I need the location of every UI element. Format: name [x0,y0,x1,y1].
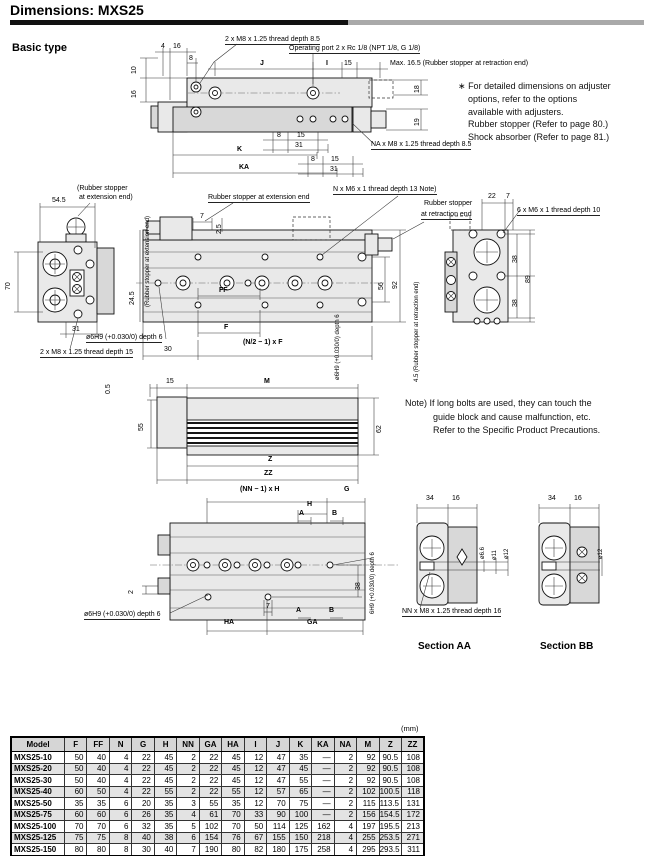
dim-label: 54.5 [52,197,66,204]
note-line: Note) If long bolts are used, they can touch the [405,398,592,408]
note-line: guide block and cause malfunction, etc. [433,411,591,422]
column-header: G [132,737,154,752]
formula-label: (N/2 − 1) x F [243,339,283,346]
dim-label: 8 [189,55,193,62]
dim-label: 38 [355,582,362,590]
value-cell: 4 [334,832,356,844]
value-cell: 80 [87,844,109,856]
formula-label: (NN − 1) x H [240,486,280,493]
value-cell: 70 [222,809,244,821]
value-cell: 118 [402,786,424,798]
dim-label: M [264,378,270,385]
page-title: Dimensions: MXS25 [10,2,144,18]
value-cell: 50 [65,763,87,775]
left-side-view-drawing [14,203,114,349]
value-cell: 55 [199,798,221,810]
value-cell: 2 [334,763,356,775]
dim-label: I [326,60,328,67]
dim-label: KA [239,164,250,171]
value-cell: 4 [109,752,131,764]
top-view-drawing [140,44,428,178]
note-line: options, refer to the options [468,93,578,104]
slide-table-top-view-drawing [142,498,400,635]
value-cell: — [312,775,334,787]
value-cell: 22 [199,775,221,787]
dim-label: 8 [277,132,281,139]
dim-label: 15 [166,378,174,385]
value-cell: 80 [222,844,244,856]
value-cell: 108 [402,775,424,787]
dim-label: 34 [426,495,434,502]
value-cell: 22 [199,752,221,764]
dim-label: 16 [173,43,181,50]
value-cell: 61 [199,809,221,821]
value-cell: 162 [312,821,334,833]
dim-label: 4 [161,43,165,50]
value-cell: 2 [177,775,199,787]
dim-label: 2 [128,590,135,594]
section-aa-title: Section AA [418,641,471,652]
column-header: Z [379,737,401,752]
model-cell: MXS25-75 [11,809,65,821]
thread-callout: 2 x M8 x 1.25 thread depth 8.5 [225,36,320,43]
dim-label: 15 [344,60,352,67]
value-cell: 47 [267,775,289,787]
value-cell: 108 [402,763,424,775]
value-cell: 115 [357,798,379,810]
value-cell: 57 [267,786,289,798]
value-cell: 102 [357,786,379,798]
value-cell: 100 [289,809,311,821]
dim-label: FF [219,287,228,294]
value-cell: 32 [132,821,154,833]
value-cell: 22 [132,786,154,798]
section-bb-title: Section BB [540,641,594,652]
value-cell: 55 [222,786,244,798]
value-cell: 197 [357,821,379,833]
column-header: Model [11,737,65,752]
value-cell: 8 [109,832,131,844]
dim-label: G [344,486,350,493]
value-cell: 40 [87,752,109,764]
model-cell: MXS25-50 [11,798,65,810]
dim-label: 62 [376,425,383,433]
stopper-callout: Rubber stopper at extension end [208,194,310,201]
note-line: Shock absorber (Refer to page 81.) [468,132,610,143]
stopper-callout: (Rubber stopper [77,185,128,192]
value-cell: 33 [244,809,266,821]
value-cell: 8 [109,844,131,856]
value-cell: 253.5 [379,833,400,843]
value-cell: 50 [65,775,87,787]
value-cell: 45 [154,763,176,775]
long-bolt-note [405,397,635,438]
dim-label: Z [268,456,273,463]
value-cell: 26 [132,809,154,821]
value-cell: 38 [154,832,176,844]
value-cell: 70 [87,821,109,833]
table-row [11,786,424,798]
value-cell: — [312,786,334,798]
table-row [11,821,424,833]
value-cell: 92 [357,752,379,764]
dim-label: 7 [200,213,204,220]
value-cell: 6 [109,798,131,810]
dim-label: A [296,607,302,614]
dim-label: 8 [311,156,315,163]
value-cell: 213 [402,821,424,833]
model-cell: MXS25-20 [11,763,65,775]
value-cell: 35 [154,821,176,833]
dim-label: 0.5 [105,384,112,394]
value-cell: 50 [244,821,266,833]
dim-label: 92 [392,281,399,289]
value-cell: — [312,763,334,775]
value-cell: 60 [65,809,87,821]
dim-label: 89 [525,275,532,283]
value-cell: 60 [65,786,87,798]
dim-label: 70 [5,282,12,290]
stopper-callout: Rubber stopper [424,200,473,207]
hole-callout: ø6H9 (+0.030/0) depth 6 [84,611,161,618]
value-cell: 80 [65,844,87,856]
value-cell: 4 [177,809,199,821]
value-cell: 2 [334,809,356,821]
value-cell: 45 [289,763,311,775]
value-cell: 35 [154,809,176,821]
value-cell: — [312,752,334,764]
value-cell: 92 [357,763,379,775]
thread-callout: 6 x M6 x 1 thread depth 10 [517,207,601,214]
column-header: KA [312,737,334,752]
value-cell: 55 [289,775,311,787]
dim-label: ZZ [264,470,273,477]
value-cell: 2 [177,786,199,798]
dim-label: 15 [331,156,339,163]
model-cell: MXS25-100 [11,821,65,833]
value-cell: 155 [267,832,289,844]
dim-label: 16 [131,90,138,98]
dim-label: 31 [72,326,80,333]
dim-label: 2.5 [216,224,223,234]
value-cell: 45 [222,752,244,764]
value-cell: 12 [244,752,266,764]
column-header: N [109,737,131,752]
value-cell: — [312,798,334,810]
value-cell: 255 [357,832,379,844]
value-cell: 6 [177,832,199,844]
column-header: J [267,737,289,752]
dim-label: 31 [330,166,338,173]
value-cell: 2 [334,775,356,787]
section-heading: Basic type [12,42,68,54]
value-cell: 75 [65,832,87,844]
value-cell: 4 [109,763,131,775]
column-header: K [289,737,311,752]
dim-label: 18 [414,85,421,93]
value-cell: 7 [177,844,199,856]
value-cell: 100.5 [379,787,400,797]
value-cell: 55 [154,786,176,798]
model-cell: MXS25-150 [11,844,65,856]
dim-label: ø12 [504,548,510,559]
value-cell: 108 [402,752,424,764]
value-cell: 12 [244,763,266,775]
column-header: M [357,737,379,752]
value-cell: 35 [289,752,311,764]
value-cell: 22 [132,775,154,787]
dim-label: F [224,324,229,331]
dim-label: 19 [414,118,421,126]
thread-callout: 2 x M8 x 1.25 thread depth 15 [40,349,134,356]
dim-label: 55 [138,423,145,431]
value-cell: 70 [65,821,87,833]
value-cell: 92 [357,775,379,787]
value-cell: 40 [132,832,154,844]
value-cell: 45 [154,752,176,764]
table-row [11,809,424,821]
note-line-text: For detailed dimensions on adjuster [468,81,611,91]
table-row [11,752,424,764]
value-cell: 295 [357,844,379,856]
dim-label: 30 [164,346,172,353]
dim-label: 31 [295,142,303,149]
value-cell: 70 [222,821,244,833]
value-cell: 35 [87,798,109,810]
value-cell: 218 [312,832,334,844]
value-cell: 40 [154,844,176,856]
value-cell: 172 [402,809,424,821]
value-cell: 2 [334,786,356,798]
dim-label: ø6.6 [480,546,486,559]
value-cell: 22 [199,763,221,775]
dim-label: B [332,510,338,517]
value-cell: 35 [65,798,87,810]
dim-label: K [237,146,243,153]
dim-label: 34 [548,495,556,502]
value-cell: 67 [244,832,266,844]
note-line [458,80,643,93]
value-cell: 102 [199,821,221,833]
note-bullet: ∗ [458,81,466,91]
table-row [11,798,424,810]
dim-label: 22 [488,193,496,200]
column-header: I [244,737,266,752]
value-cell: 2 [334,798,356,810]
na-thread-callout: NA x M8 x 1.25 thread depth 8.5 [371,141,472,148]
dim-label: 56 [378,282,385,290]
nn-thread-callout: NN x M8 x 1.25 thread depth 16 [402,608,502,615]
table-row [11,775,424,787]
dim-label: 38 [512,255,519,263]
value-cell: 2 [177,752,199,764]
value-cell: 22 [132,763,154,775]
hole-callout: 6H9 (+0.030/0) depth 6 [370,552,376,614]
dim-label: 38 [512,299,519,307]
value-cell: 4 [109,775,131,787]
value-cell: 35 [222,798,244,810]
front-view-drawing [136,196,424,360]
value-cell: 40 [87,763,109,775]
value-cell: 75 [87,832,109,844]
model-cell: MXS25-40 [11,786,65,798]
value-cell: 12 [244,775,266,787]
value-cell: 45 [222,763,244,775]
dim-label: 10 [131,66,138,74]
value-cell: 75 [289,798,311,810]
value-cell: 40 [87,775,109,787]
column-header: NA [334,737,356,752]
column-header: FF [87,737,109,752]
dim-label: H [307,501,313,508]
value-cell: 293.5 [379,844,400,854]
value-cell: 271 [402,832,424,844]
model-cell: MXS25-30 [11,775,65,787]
value-cell: 3 [177,798,199,810]
value-cell: 35 [154,798,176,810]
value-cell: 180 [267,844,289,856]
value-cell: 131 [402,798,424,810]
note-line: available with adjusters. [468,106,564,117]
dim-label: ø12 [598,548,604,559]
dim-label: 7 [506,193,510,200]
adjuster-note [458,80,643,144]
value-cell: 195.5 [379,821,400,831]
dim-label: 16 [574,495,582,502]
dim-label: 24.5 [129,291,136,305]
bottom-view-drawing [147,384,379,484]
value-cell: 90.5 [379,752,401,764]
dim-label: ø11 [492,550,498,560]
model-cell: MXS25-125 [11,832,65,844]
dim-label: 15 [297,132,305,139]
operating-port-callout: Operating port 2 x Rc 1/8 (NPT 1/8, G 1/8) [289,45,421,52]
value-cell: 6 [109,809,131,821]
value-cell: 22 [132,752,154,764]
value-cell: 90.5 [379,763,401,775]
value-cell: 175 [289,844,311,856]
value-cell: 12 [244,798,266,810]
dim-label: GA [307,619,318,626]
value-cell: 113.5 [379,798,401,810]
hole-callout: ø6H9 (+0.030/0) depth 6 [335,314,341,380]
header-row [11,737,424,752]
value-cell: 76 [222,832,244,844]
dim-label: A [299,510,305,517]
value-cell: 50 [87,786,109,798]
value-cell: 45 [222,775,244,787]
value-cell: — [312,809,334,821]
stopper-callout: (Rubber stopper at extension end) [145,215,151,307]
value-cell: 47 [267,752,289,764]
value-cell: 150 [289,832,311,844]
value-cell: 4 [334,821,356,833]
value-cell: 70 [267,798,289,810]
stopper-callout: 4.5 (Rubber stopper at retraction end) [414,281,420,382]
note-line: Rubber stopper (Refer to page 80.) [468,119,609,130]
stopper-callout: at extension end) [79,194,133,201]
value-cell: 6 [109,821,131,833]
value-cell: 156 [357,809,379,821]
note-line: Refer to the Specific Product Precautions. [433,425,601,435]
table-row [11,763,424,775]
column-header: NN [177,737,199,752]
value-cell: 12 [244,786,266,798]
value-cell: 90.5 [379,775,401,787]
value-cell: 47 [267,763,289,775]
value-cell: 125 [289,821,311,833]
value-cell: 311 [402,844,424,856]
value-cell: 114 [267,821,289,833]
column-header: H [154,737,176,752]
value-cell: 4 [334,844,356,856]
hole-callout: ø6H9 (+0.030/0) depth 6 [86,334,163,341]
value-cell: 4 [109,786,131,798]
dim-label: B [329,607,335,614]
value-cell: 65 [289,786,311,798]
stopper-callout: at retraction end [421,211,472,218]
table-row [11,832,424,844]
dim-label: HA [224,619,235,626]
model-cell: MXS25-10 [11,752,65,764]
value-cell: 90 [267,809,289,821]
value-cell: 45 [154,775,176,787]
value-cell: 258 [312,844,334,856]
dim-label: 16 [452,495,460,502]
value-cell: 2 [177,763,199,775]
dimension-table [10,736,425,856]
section-bb-drawing [539,504,602,605]
units-label: (mm) [401,724,419,733]
column-header: F [65,737,87,752]
column-header: HA [222,737,244,752]
value-cell: 22 [199,786,221,798]
value-cell: 20 [132,798,154,810]
column-header: ZZ [402,737,424,752]
thread-callout: N x M6 x 1 thread depth 13 Note) [333,186,437,193]
dim-label: 7 [266,603,270,610]
value-cell: 50 [65,752,87,764]
table-row [11,844,424,856]
max-stopper-callout: Max. 16.5 (Rubber stopper at retraction end) [390,60,529,67]
value-cell: 2 [334,752,356,764]
value-cell: 154.5 [379,810,400,820]
value-cell: 60 [87,809,109,821]
value-cell: 30 [132,844,154,856]
value-cell: 190 [199,844,221,856]
value-cell: 82 [244,844,266,856]
column-header: GA [199,737,221,752]
value-cell: 154 [199,832,221,844]
dim-label: J [260,60,264,67]
value-cell: 5 [177,821,199,833]
